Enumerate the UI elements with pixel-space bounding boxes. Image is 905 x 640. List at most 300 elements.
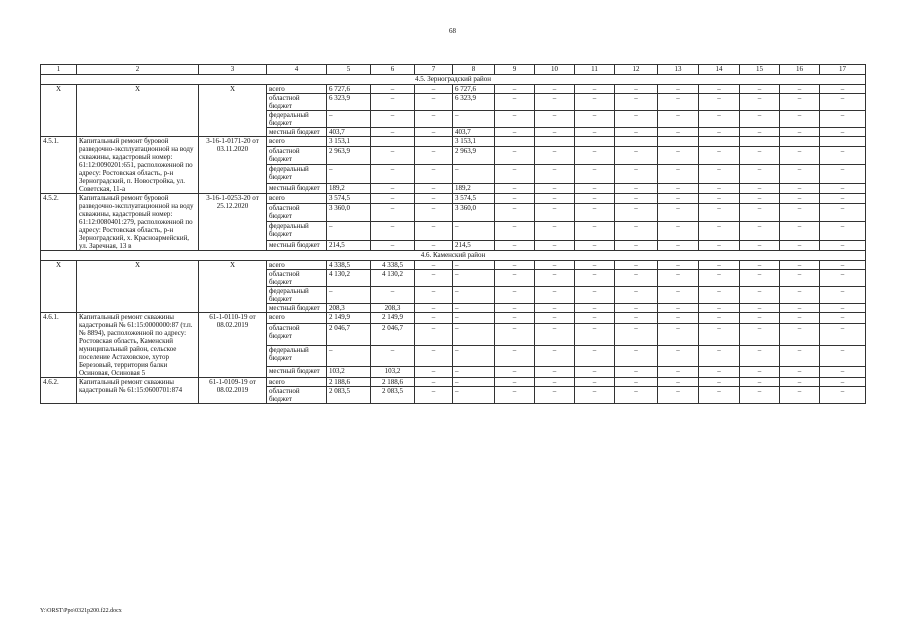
value-col11: – (575, 261, 615, 270)
value-col9: – (495, 287, 535, 304)
value-total: 2 188,6 (327, 378, 371, 387)
value-col12: – (615, 146, 658, 165)
value-col10: – (535, 287, 575, 304)
value-col11: – (575, 128, 615, 137)
table-row (41, 85, 866, 94)
value-col9: – (495, 313, 535, 324)
value-col17: – (820, 345, 866, 366)
item-document: 61-1-0109-19 от 08.02.2019 (199, 378, 267, 404)
value-col14: – (699, 345, 740, 366)
value-col16: – (780, 261, 820, 270)
value-col6: 2 188,6 (371, 378, 415, 387)
value-col14: – (699, 313, 740, 324)
funding-source: федеральный бюджет (267, 222, 327, 241)
value-col12: – (615, 324, 658, 345)
value-col17: – (820, 304, 866, 313)
value-col17: – (820, 128, 866, 137)
table-row (41, 194, 866, 204)
value-col14: – (699, 222, 740, 241)
value-col15 (740, 137, 780, 147)
value-col12: – (615, 128, 658, 137)
value-col15: – (740, 85, 780, 94)
value-col10: – (535, 304, 575, 313)
value-col17: – (820, 203, 866, 222)
value-col14: – (699, 304, 740, 313)
funding-source: областной бюджет (267, 324, 327, 345)
value-col12: – (615, 270, 658, 287)
value-col7: – (415, 270, 453, 287)
value-col15: – (740, 194, 780, 204)
value-col11: – (575, 313, 615, 324)
value-col6: 2 046,7 (371, 324, 415, 345)
value-col8: – (453, 304, 495, 313)
column-header: 3 (199, 65, 267, 75)
value-col11: – (575, 345, 615, 366)
value-col8: 3 574,5 (453, 194, 495, 204)
value-col7: – (415, 165, 453, 184)
value-col9: – (495, 387, 535, 404)
value-col11: – (575, 146, 615, 165)
value-col15: – (740, 387, 780, 404)
column-header: 10 (535, 65, 575, 75)
value-col15: – (740, 165, 780, 184)
value-col8: 189,2 (453, 184, 495, 194)
value-col6: – (371, 287, 415, 304)
value-col16: – (780, 111, 820, 128)
value-col9: – (495, 146, 535, 165)
value-total: 6 727,6 (327, 85, 371, 94)
value-col13: – (658, 261, 699, 270)
value-col16: – (780, 270, 820, 287)
funding-source: всего (267, 261, 327, 270)
value-col14: – (699, 146, 740, 165)
column-header: 17 (820, 65, 866, 75)
value-col10: – (535, 261, 575, 270)
item-number: 4.6.2. (41, 378, 77, 404)
value-col10: – (535, 222, 575, 241)
section-title-row (41, 75, 866, 85)
value-total: 4 130,2 (327, 270, 371, 287)
value-col15: – (740, 241, 780, 251)
funding-source: местный бюджет (267, 304, 327, 313)
value-col17: – (820, 313, 866, 324)
value-col9: – (495, 261, 535, 270)
value-total: 4 338,5 (327, 261, 371, 270)
column-header: 7 (415, 65, 453, 75)
funding-source: всего (267, 194, 327, 204)
value-col11: – (575, 287, 615, 304)
value-col7: – (415, 222, 453, 241)
table-row (41, 313, 866, 324)
value-total: 2 963,9 (327, 146, 371, 165)
value-col7: – (415, 304, 453, 313)
value-col11: – (575, 194, 615, 204)
value-col10: – (535, 94, 575, 111)
value-col13: – (658, 313, 699, 324)
value-col9 (495, 137, 535, 147)
value-col11: – (575, 222, 615, 241)
value-col6: 2 149,9 (371, 313, 415, 324)
value-col14 (699, 137, 740, 147)
value-col17: – (820, 94, 866, 111)
value-col15: – (740, 366, 780, 377)
column-header: 6 (371, 65, 415, 75)
value-col14: – (699, 85, 740, 94)
value-col9: – (495, 165, 535, 184)
value-col7: – (415, 387, 453, 404)
value-total: 3 574,5 (327, 194, 371, 204)
value-col6: – (371, 85, 415, 94)
funding-source: федеральный бюджет (267, 345, 327, 366)
value-col17: – (820, 222, 866, 241)
value-col10: – (535, 128, 575, 137)
value-col16: – (780, 313, 820, 324)
value-col17: – (820, 111, 866, 128)
value-col15: – (740, 146, 780, 165)
budget-table (40, 64, 866, 404)
funding-source: областной бюджет (267, 94, 327, 111)
value-col12: – (615, 165, 658, 184)
value-total: 2 083,5 (327, 387, 371, 404)
value-col8: – (453, 324, 495, 345)
value-col17: – (820, 261, 866, 270)
value-col8: 6 727,6 (453, 85, 495, 94)
item-name: Х (77, 85, 199, 137)
value-col8: – (453, 222, 495, 241)
value-col13: – (658, 241, 699, 251)
funding-source: областной бюджет (267, 146, 327, 165)
value-col9: – (495, 241, 535, 251)
value-col14: – (699, 287, 740, 304)
value-col14: – (699, 203, 740, 222)
value-col7: – (415, 184, 453, 194)
value-col14: – (699, 194, 740, 204)
value-col10: – (535, 85, 575, 94)
value-col9: – (495, 85, 535, 94)
item-number: 4.6.1. (41, 313, 77, 378)
value-col10: – (535, 203, 575, 222)
item-document: 3-16-1-0171-20 от 03.11.2020 (199, 137, 267, 194)
value-col17: – (820, 378, 866, 387)
value-col12: – (615, 111, 658, 128)
column-header: 8 (453, 65, 495, 75)
value-col11: – (575, 184, 615, 194)
column-header: 16 (780, 65, 820, 75)
value-col17: – (820, 194, 866, 204)
value-total: – (327, 345, 371, 366)
value-col11: – (575, 378, 615, 387)
value-col15: – (740, 261, 780, 270)
value-total: 403,7 (327, 128, 371, 137)
value-col12: – (615, 184, 658, 194)
value-col13: – (658, 111, 699, 128)
value-col15: – (740, 184, 780, 194)
value-col6: 4 130,2 (371, 270, 415, 287)
value-col10: – (535, 345, 575, 366)
value-col9: – (495, 203, 535, 222)
value-col12: – (615, 387, 658, 404)
section-title: 4.5. Зерноградский район (41, 75, 866, 85)
value-col8: 3 153,1 (453, 137, 495, 147)
value-col17: – (820, 287, 866, 304)
value-col13: – (658, 366, 699, 377)
column-header: 1 (41, 65, 77, 75)
value-col16: – (780, 222, 820, 241)
column-header-row (41, 65, 866, 75)
funding-source: областной бюджет (267, 203, 327, 222)
value-col14: – (699, 94, 740, 111)
value-col15: – (740, 111, 780, 128)
value-col15: – (740, 94, 780, 111)
value-col16 (780, 137, 820, 147)
value-col14: – (699, 387, 740, 404)
item-name: Х (77, 261, 199, 313)
column-header: 4 (267, 65, 327, 75)
value-col9: – (495, 111, 535, 128)
value-col7: – (415, 203, 453, 222)
value-col7: – (415, 261, 453, 270)
value-col10: – (535, 165, 575, 184)
value-col7: – (415, 194, 453, 204)
value-col15: – (740, 128, 780, 137)
value-col10: – (535, 270, 575, 287)
item-name: Капитальный ремонт буровой разведочно-эксплуатационной на воду скважины, кадастровый номер: 61:12:0080401:279, расположенной по адресу: Ростовская область, р-н Зерноградский, х. Красноармейский, ул. Заречная, 13 в (77, 194, 199, 251)
value-col10: – (535, 313, 575, 324)
column-header: 14 (699, 65, 740, 75)
value-col17: – (820, 241, 866, 251)
value-col7: – (415, 287, 453, 304)
value-col11 (575, 137, 615, 147)
value-col17: – (820, 387, 866, 404)
value-col14: – (699, 184, 740, 194)
value-col16: – (780, 85, 820, 94)
value-total: – (327, 165, 371, 184)
value-col8: – (453, 261, 495, 270)
value-col9: – (495, 184, 535, 194)
value-col13: – (658, 270, 699, 287)
value-col17: – (820, 165, 866, 184)
value-col13: – (658, 128, 699, 137)
value-col7: – (415, 345, 453, 366)
value-col13: – (658, 222, 699, 241)
value-col13: – (658, 184, 699, 194)
value-col9: – (495, 366, 535, 377)
value-col16: – (780, 378, 820, 387)
funding-source: местный бюджет (267, 241, 327, 251)
value-col6: – (371, 165, 415, 184)
value-col15: – (740, 378, 780, 387)
value-col9: – (495, 304, 535, 313)
item-number: 4.5.1. (41, 137, 77, 194)
value-col13: – (658, 387, 699, 404)
value-col16: – (780, 146, 820, 165)
value-col8: 2 963,9 (453, 146, 495, 165)
value-total: 214,5 (327, 241, 371, 251)
value-col13: – (658, 324, 699, 345)
value-col6: – (371, 222, 415, 241)
column-header: 2 (77, 65, 199, 75)
value-col14: – (699, 128, 740, 137)
value-col6 (371, 137, 415, 147)
value-col17 (820, 137, 866, 147)
table-row (41, 261, 866, 270)
value-col13: – (658, 85, 699, 94)
value-col13: – (658, 345, 699, 366)
value-col8: – (453, 387, 495, 404)
funding-source: всего (267, 137, 327, 147)
value-col7: – (415, 128, 453, 137)
value-col8: 403,7 (453, 128, 495, 137)
column-header: 15 (740, 65, 780, 75)
value-col15: – (740, 270, 780, 287)
value-col8: – (453, 111, 495, 128)
item-document: Х (199, 261, 267, 313)
value-col11: – (575, 304, 615, 313)
value-col6: – (371, 241, 415, 251)
item-document: 61-1-0110-19 от 08.02.2019 (199, 313, 267, 378)
value-col7: – (415, 324, 453, 345)
value-col12: – (615, 222, 658, 241)
value-col15: – (740, 304, 780, 313)
value-col14: – (699, 378, 740, 387)
value-col10: – (535, 324, 575, 345)
funding-source: местный бюджет (267, 128, 327, 137)
value-col8: – (453, 313, 495, 324)
value-col13: – (658, 203, 699, 222)
value-col9: – (495, 324, 535, 345)
value-col13: – (658, 165, 699, 184)
value-col8: – (453, 165, 495, 184)
value-col8: 3 360,0 (453, 203, 495, 222)
value-col16: – (780, 128, 820, 137)
value-col12: – (615, 304, 658, 313)
value-col6: – (371, 184, 415, 194)
value-col9: – (495, 345, 535, 366)
value-col10: – (535, 378, 575, 387)
item-number: Х (41, 261, 77, 313)
column-header: 13 (658, 65, 699, 75)
value-col15: – (740, 313, 780, 324)
value-col16: – (780, 287, 820, 304)
value-col12 (615, 137, 658, 147)
column-header: 9 (495, 65, 535, 75)
value-col14: – (699, 366, 740, 377)
value-col14: – (699, 241, 740, 251)
item-document: Х (199, 85, 267, 137)
value-col17: – (820, 270, 866, 287)
value-col12: – (615, 241, 658, 251)
value-col6: – (371, 194, 415, 204)
funding-source: областной бюджет (267, 387, 327, 404)
value-col6: – (371, 146, 415, 165)
value-col8: – (453, 270, 495, 287)
value-col13: – (658, 94, 699, 111)
value-col12: – (615, 203, 658, 222)
value-total: 2 149,9 (327, 313, 371, 324)
value-col6: 2 083,5 (371, 387, 415, 404)
column-header: 5 (327, 65, 371, 75)
item-document: 3-16-1-0253-20 от 25.12.2020 (199, 194, 267, 251)
value-col10 (535, 137, 575, 147)
funding-source: местный бюджет (267, 184, 327, 194)
value-col13: – (658, 378, 699, 387)
value-col16: – (780, 194, 820, 204)
value-col12: – (615, 85, 658, 94)
value-col16: – (780, 203, 820, 222)
value-col11: – (575, 203, 615, 222)
value-col7: – (415, 366, 453, 377)
value-col7 (415, 137, 453, 147)
value-col10: – (535, 241, 575, 251)
value-col13: – (658, 146, 699, 165)
value-col10: – (535, 184, 575, 194)
value-total: – (327, 287, 371, 304)
value-col7: – (415, 85, 453, 94)
value-col7: – (415, 146, 453, 165)
value-col11: – (575, 165, 615, 184)
value-col6: – (371, 111, 415, 128)
value-total: 3 360,0 (327, 203, 371, 222)
value-col14: – (699, 261, 740, 270)
value-col16: – (780, 345, 820, 366)
value-total: 2 046,7 (327, 324, 371, 345)
funding-source: всего (267, 85, 327, 94)
value-col17: – (820, 184, 866, 194)
value-col13: – (658, 287, 699, 304)
value-total: 3 153,1 (327, 137, 371, 147)
value-col9: – (495, 194, 535, 204)
value-col15: – (740, 203, 780, 222)
value-total: 189,2 (327, 184, 371, 194)
value-col17: – (820, 366, 866, 377)
value-col16: – (780, 241, 820, 251)
value-col7: – (415, 241, 453, 251)
column-header: 11 (575, 65, 615, 75)
value-col7: – (415, 111, 453, 128)
value-col6: – (371, 128, 415, 137)
value-col16: – (780, 165, 820, 184)
value-col6: – (371, 94, 415, 111)
value-col17: – (820, 85, 866, 94)
value-col12: – (615, 345, 658, 366)
value-col6: – (371, 345, 415, 366)
funding-source: местный бюджет (267, 366, 327, 377)
value-col14: – (699, 270, 740, 287)
value-col9: – (495, 128, 535, 137)
value-col16: – (780, 94, 820, 111)
value-col16: – (780, 366, 820, 377)
value-col14: – (699, 165, 740, 184)
value-col10: – (535, 194, 575, 204)
value-total: – (327, 222, 371, 241)
value-col16: – (780, 304, 820, 313)
value-col12: – (615, 313, 658, 324)
value-total: – (327, 111, 371, 128)
value-col7: – (415, 378, 453, 387)
table-row (41, 378, 866, 387)
item-number: Х (41, 85, 77, 137)
item-number: 4.5.2. (41, 194, 77, 251)
value-col12: – (615, 287, 658, 304)
item-name: Капитальный ремонт буровой разведочно-эксплуатационной на воду скважины, кадастровый номер: 61:12:0090201:651, расположенной по адресу: Ростовская область, р-н Зерноградский, п. Новостройка, ул. Советская, 11-а (77, 137, 199, 194)
value-total: 6 323,9 (327, 94, 371, 111)
value-col15: – (740, 287, 780, 304)
funding-source: областной бюджет (267, 270, 327, 287)
value-col16: – (780, 387, 820, 404)
value-col8: 214,5 (453, 241, 495, 251)
value-col12: – (615, 261, 658, 270)
value-col14: – (699, 111, 740, 128)
